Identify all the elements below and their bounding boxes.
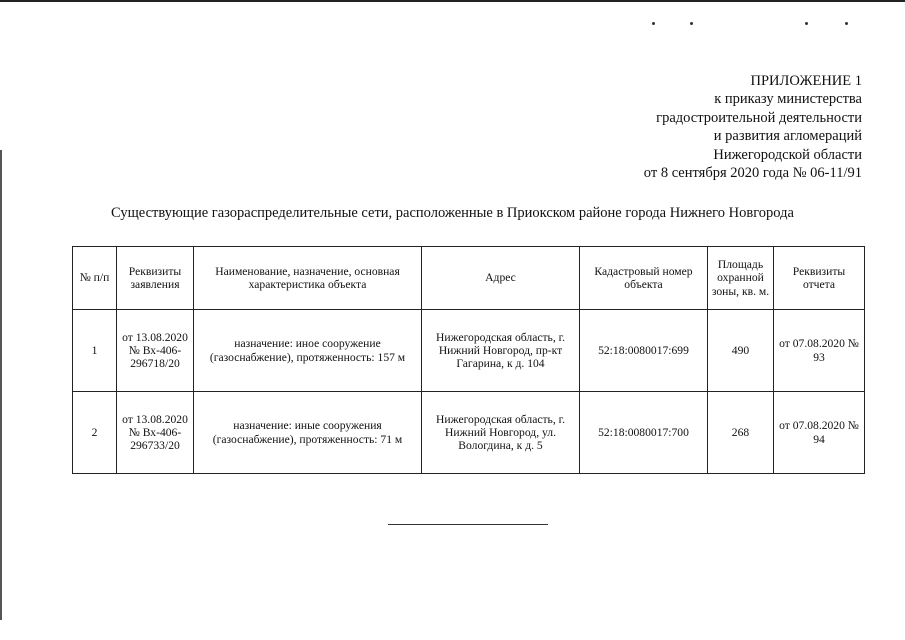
appendix-line: Нижегородской области (713, 146, 862, 163)
table-row (73, 310, 865, 392)
cell-address: Нижегородская область, г. Нижний Новгород, пр-кт Гагарина, к д. 104 (422, 310, 580, 392)
header-number: № п/п (73, 247, 117, 310)
appendix-line: от 8 сентября 2020 года № 06-11/91 (643, 165, 862, 182)
header-description: Наименование, назначение, основная характеристика объекта (194, 247, 422, 310)
scan-speck (845, 22, 848, 25)
cell-cadastral: 52:18:0080017:699 (580, 310, 708, 392)
cell-number: 1 (73, 310, 117, 392)
cell-application: от 13.08.2020 № Вх-406-296718/20 (117, 310, 194, 392)
cell-cadastral: 52:18:0080017:700 (580, 392, 708, 474)
table-row (73, 392, 865, 474)
header-report: Реквизиты отчета (774, 247, 865, 310)
header-address: Адрес (422, 247, 580, 310)
cell-application: от 13.08.2020 № Вх-406-296733/20 (117, 392, 194, 474)
scan-speck (805, 22, 808, 25)
appendix-line: к приказу министерства (714, 91, 862, 108)
footer-divider (388, 524, 548, 525)
gas-networks-table (72, 246, 865, 474)
table-header-row (73, 247, 865, 310)
header-cadastral: Кадастровый номер объекта (580, 247, 708, 310)
cell-report: от 07.08.2020 № 93 (774, 310, 865, 392)
cell-area: 490 (708, 310, 774, 392)
appendix-line: градостроительной деятельности (656, 109, 862, 126)
scan-speck (690, 22, 693, 25)
cell-number: 2 (73, 392, 117, 474)
header-application: Реквизиты заявления (117, 247, 194, 310)
appendix-line: и развития агломераций (713, 128, 862, 145)
appendix-block (644, 72, 862, 182)
document-title: Существующие газораспределительные сети, расположенные в Приокском районе города Нижнего Новгорода (111, 205, 794, 221)
cell-area: 268 (708, 392, 774, 474)
cell-description: назначение: иное сооружение (газоснабжение), протяженность: 157 м (194, 310, 422, 392)
header-area: Площадь охранной зоны, кв. м. (708, 247, 774, 310)
cell-address: Нижегородская область, г. Нижний Новгород, ул. Вологдина, к д. 5 (422, 392, 580, 474)
cell-description: назначение: иные сооружения (газоснабжение), протяженность: 71 м (194, 392, 422, 474)
scan-speck (652, 22, 655, 25)
scan-top-border (0, 0, 905, 2)
appendix-line: ПРИЛОЖЕНИЕ 1 (750, 73, 862, 89)
cell-report: от 07.08.2020 № 94 (774, 392, 865, 474)
